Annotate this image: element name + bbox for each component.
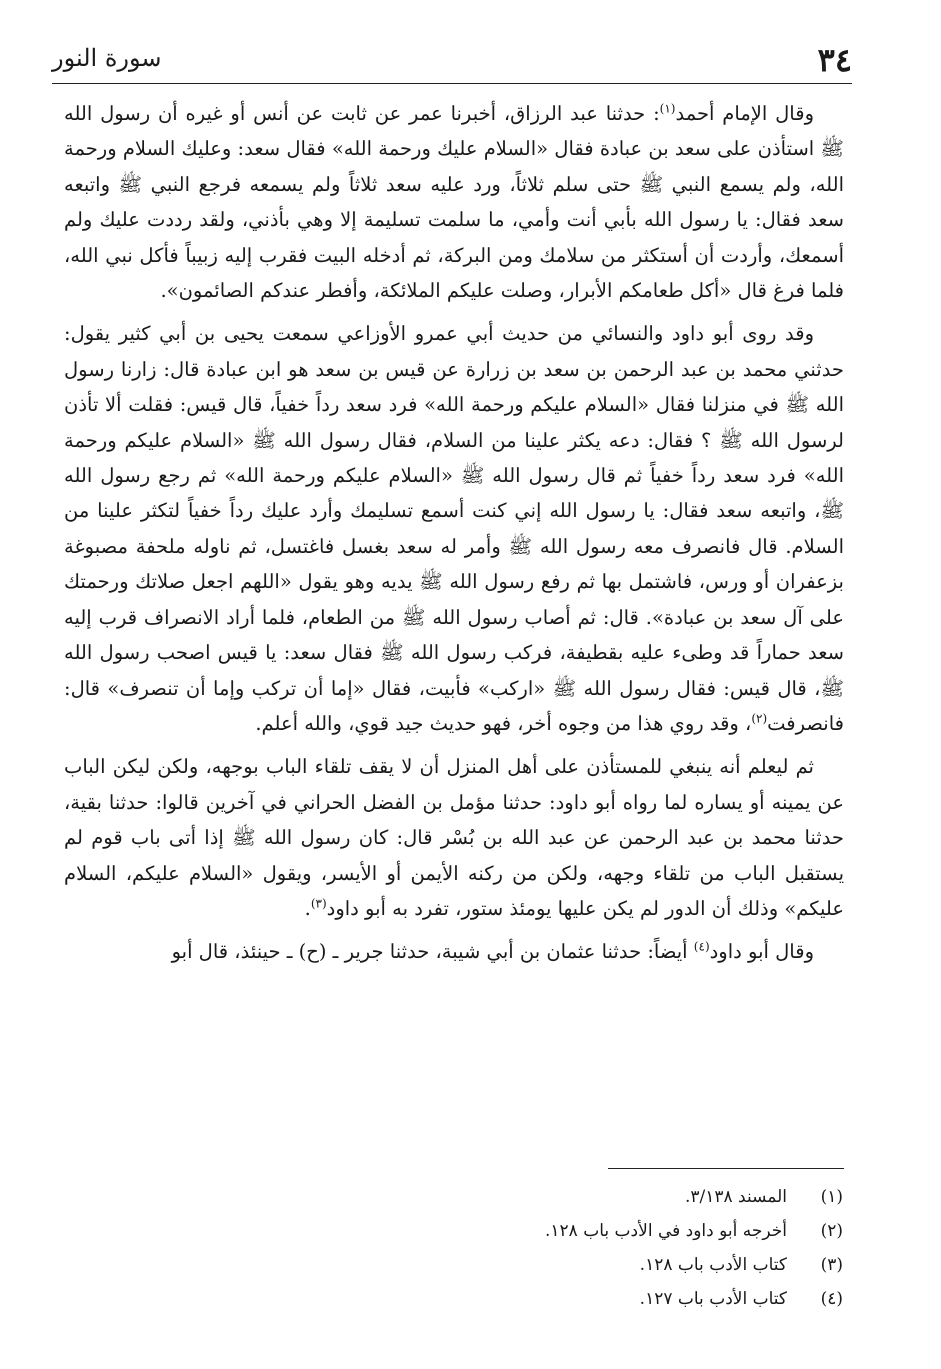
footnote-text: المسند ٣/١٣٨. bbox=[684, 1187, 787, 1207]
paragraph-text: ، وقد روي هذا من وجوه أخر، فهو حديث جيد قوي، والله أعلم. bbox=[255, 711, 752, 735]
footnote-ref-4[interactable]: (٤) bbox=[693, 939, 710, 954]
footnote-text: كتاب الأدب باب ١٢٨. bbox=[639, 1255, 787, 1275]
page-number: ٣٤ bbox=[817, 41, 852, 79]
paragraph-text: وقد روى أبو داود والنسائي من حديث أبي عمرو الأوزاعي سمعت يحيى بن أبي كثير يقول: حدثني محمد بن عبد الرحمن بن سعد بن زرارة عن قيس بن سعد هو ابن عبادة قال: زارنا رسول الله ﷺ في منزلنا فقال «السلام عليكم ورحمة الله» فرد سعد رداً خفياً، قال قيس: فقلت ألا تأذن لرسول الله ﷺ ؟ فقال: دعه يكثر علينا من السلام، فقال رسول الله ﷺ «السلام عليكم ورحمة الله» فرد سعد رداً خفياً ثم قال رسول الله ﷺ «السلام عليكم ورحمة الله» ثم رجع رسول الله ﷺ، واتبعه سعد فقال: يا رسول الله إني كنت أسمع تسليمك وأرد عليك رداً خفياً لتكثر علينا من السلام. قال فانصرف معه رسول الله ﷺ وأمر له سعد بغسل فاغتسل، ثم ناوله ملحفة مصبوغة بزعفران أو ورس، فاشتمل بها ثم رفع رسول الله ﷺ يديه وهو يقول «اللهم اجعل صلاتك ورحمتك على آل سعد بن عبادة». قال: ثم أصاب رسول الله ﷺ من الطعام، فلما أراد الانصراف قرب إليه سعد حماراً قد وطىء عليه بقطيفة، فركب رسول الله ﷺ فقال سعد: يا قيس اصحب رسول الله ﷺ، قال قيس: فقال رسول الله ﷺ «اركب» فأبيت، فقال «إما أن تركب وإما أن تنصرف» قال: فانصرفت bbox=[64, 322, 844, 735]
paragraph-text: وقال الإمام أحمد bbox=[675, 102, 814, 125]
footnote-number: (١) bbox=[820, 1187, 843, 1207]
page-header bbox=[52, 34, 852, 84]
footnote-ref-3[interactable]: (٣) bbox=[310, 896, 327, 911]
footnote-number: (٢) bbox=[820, 1221, 843, 1241]
paragraph-text: أيضاً: حدثنا عثمان بن أبي شيبة، حدثنا جرير ـ (ح) ـ حينئذ، قال أبو bbox=[171, 940, 694, 964]
paragraph-text: وقال أبو داود bbox=[709, 940, 814, 964]
main-text bbox=[64, 96, 844, 978]
footnote-item bbox=[343, 1180, 843, 1214]
paragraph-text: ثم ليعلم أنه ينبغي للمستأذن على أهل المنزل أن لا يقف تلقاء الباب بوجهه، ولكن ليكن الباب عن يمينه أو يساره لما رواه أبو داود: حدثنا مؤمل بن الفضل الحراني في آخرين قالوا: حدثنا بقية، حدثنا محمد بن عبد الرحمن عن عبد الله بن بُسْر قال: كان رسول الله ﷺ إذا أتى باب قوم لم يستقبل الباب من تلقاء وجهه، ولكن من ركنه الأيمن أو الأيسر، ويقول «السلام عليكم، السلام عليكم» وذلك أن الدور لم يكن عليها يومئذ ستور، تفرد به أبو داود bbox=[64, 755, 844, 920]
footnote-item bbox=[343, 1214, 843, 1248]
paragraph-2 bbox=[64, 316, 844, 741]
paragraph-text: . bbox=[304, 896, 311, 920]
footnote-text: أخرجه أبو داود في الأدب باب ١٢٨. bbox=[545, 1221, 787, 1241]
footnotes bbox=[343, 1180, 843, 1316]
footnote-ref-1[interactable]: (١) bbox=[659, 101, 676, 116]
footnote-number: (٤) bbox=[820, 1289, 843, 1309]
header-rule bbox=[52, 83, 852, 84]
running-title: سورة النور bbox=[52, 44, 162, 72]
footnote-item bbox=[343, 1248, 843, 1282]
paragraph-3 bbox=[64, 749, 844, 926]
paragraph-4 bbox=[64, 934, 844, 969]
footnote-separator bbox=[608, 1168, 844, 1169]
footnote-ref-2[interactable]: (٢) bbox=[751, 711, 768, 726]
footnote-number: (٣) bbox=[820, 1255, 843, 1275]
paragraph-text: : حدثنا عبد الرزاق، أخبرنا عمر عن ثابت عن أنس أو غيره أن رسول الله ﷺ استأذن على سعد بن عبادة فقال «السلام عليك ورحمة الله» فقال سعد: وعليك السلام ورحمة الله، ولم يسمع النبي ﷺ حتى سلم ثلاثاً، ورد عليه سعد ثلاثاً ولم يسمعه فرجع النبي ﷺ واتبعه سعد فقال: يا رسول الله بأبي أنت وأمي، ما سلمت تسليمة إلا وهي بأذني، ولقد رددت عليك ولم أسمعك، وأردت أن أستكثر من سلامك ومن البركة، ثم أدخله البيت فقرب إليه زبيباً فأكل نبي الله، فلما فرغ قال «أكل طعامكم الأبرار، وصلت عليكم الملائكة، وأفطر عندكم الصائمون». bbox=[64, 102, 844, 303]
footnote-item bbox=[343, 1282, 843, 1316]
footnote-text: كتاب الأدب باب ١٢٧. bbox=[639, 1289, 787, 1309]
paragraph-1 bbox=[64, 96, 844, 308]
